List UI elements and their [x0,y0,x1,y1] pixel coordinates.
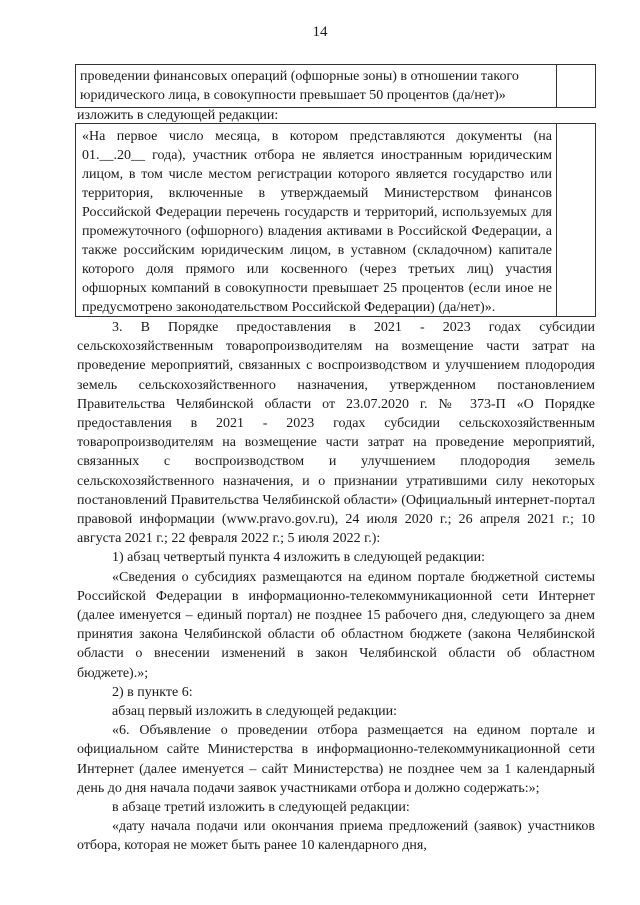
table-row-previous [75,64,596,108]
intro-line: изложить в следующей редакции: [77,108,279,123]
table-cell-text: «На первое число месяца, в котором представляются документы (на 01.__.20__ года), участник отбора не является иностранным юридическим лицом, в том числе местом регистрации которого является государство или территория, включенные в утверждаемый Министерством финансов Российской Федерации перечень государств и территорий, используемых для промежуточного (офшорного) владения активами в Российской Федерации, а также российским юридическим лицом, в уставном (складочном) капитале которого доля прямого или косвенного (через третьих лиц) участия офшорных компаний в совокупности превышает 25 процентов (если иное не предусмотрено законодательством Российской Федерации) (да/нет)». [76,124,557,316]
paragraph: «6. Объявление о проведении отбора размещается на едином портале и официальном сайте Министерства в информационно-телекоммуникационной сети Интернет (далее именуется – сайт Министерства) не позднее чем за 1 календарный день до дня начала подачи заявок участниками отбора и должно содержать:»; [77,723,595,796]
table-row-new [75,123,596,317]
paragraph: 2) в пункте 6: [112,684,193,700]
paragraph: в абзаце третий изложить в следующей редакции: [112,800,410,816]
paragraph: «дату начала подачи или окончания приема предложений (заявок) участников отбора, которая не может быть ранее 10 календарного дня, [77,819,595,854]
document-body [77,318,595,856]
table-cell-text: проведении финансовых операций (офшорные зоны) в отношении такого юридического лица, в совокупности превышает 50 процентов (да/нет)» [76,65,557,107]
table-cell-empty [557,65,595,107]
paragraph: 1) абзац четвертый пункта 4 изложить в следующей редакции: [112,550,486,566]
paragraph: 3. В Порядке предоставления в 2021 - 2023 годах субсидии сельскохозяйственным товаропроизводителям на возмещение части затрат на проведение мероприятий, связанных с воспроизводством и улучшением плодородия земель сельскохозяйственного назначения, утвержденном постановлением Правительства Челябинской области от 23.07.2020 г. № 373-П «О Порядке предоставления в 2021 - 2023 годах субсидии сельскохозяйственным товаропроизводителям на возмещение части затрат на проведение мероприятий, связанных с воспроизводством и улучшением плодородия земель сельскохозяйственного назначения, и о признании утратившими силу некоторых постановлений Правительства Челябинской области» (Официальный интернет-портал правовой информации (www.pravo.gov.ru), 24 июля 2020 г.; 26 апреля 2021 г.; 10 августа 2021 г.; 22 февраля 2022 г.; 5 июля 2022 г.): [77,320,595,547]
paragraph: абзац первый изложить в следующей редакции: [112,704,398,720]
table-cell-empty [557,124,595,316]
page-number: 14 [312,24,328,40]
paragraph: «Сведения о субсидиях размещаются на едином портале бюджетной системы Российской Федерации в информационно-телекоммуникационной сети Интернет (далее именуется – единый портал) не позднее 15 рабочего дня, следующего за днем принятия закона Челябинской области об областном бюджете (закона Челябинской области о внесении изменений в закон Челябинской области об областном бюджете).»; [77,569,595,681]
